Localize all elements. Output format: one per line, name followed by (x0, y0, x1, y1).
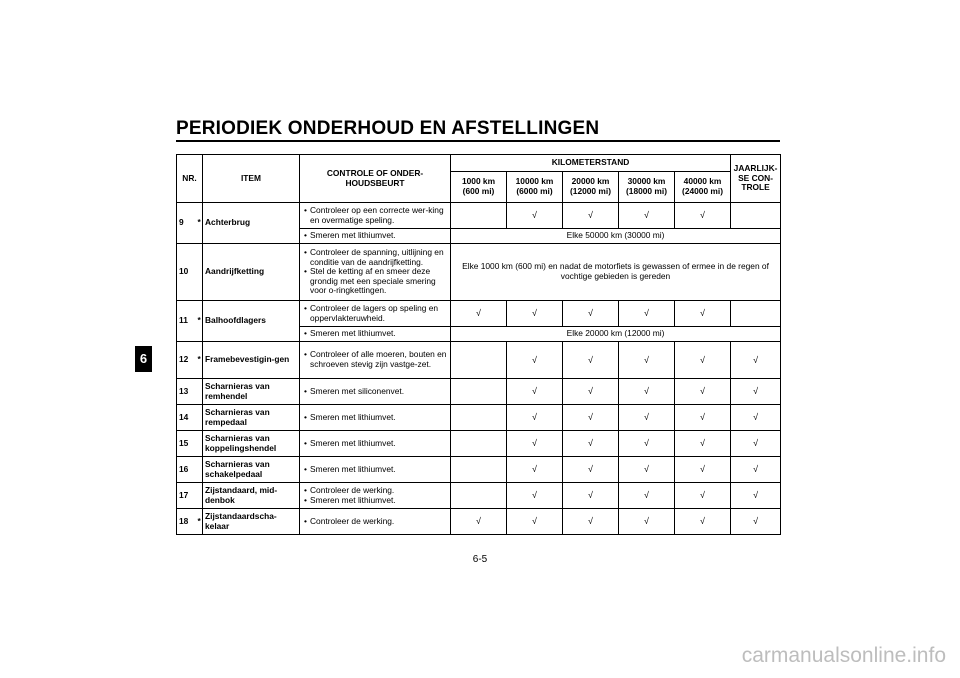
check-cell: √ (619, 483, 675, 509)
row-nr: 11 (177, 301, 196, 342)
row-star: * (196, 203, 203, 244)
check-cell: √ (675, 457, 731, 483)
check-cell: √ (731, 457, 781, 483)
row-control: • Smeren met siliconenvet. (300, 379, 451, 405)
check-cell: √ (563, 509, 619, 535)
interval-cell: Elke 20000 km (12000 mi) (451, 327, 781, 342)
header-item: ITEM (203, 155, 300, 203)
check-cell (731, 301, 781, 327)
interval-cell: Elke 1000 km (600 mi) en nadat de motorfiets is gewassen of ermee in de regen of vochtige gebieden is gereden (451, 244, 781, 301)
check-cell: √ (619, 431, 675, 457)
row-nr: 17 (177, 483, 196, 509)
row-item: Aandrijfketting (203, 244, 300, 301)
maintenance-table (176, 154, 781, 535)
row-item: Scharnieras van koppelingshendel (203, 431, 300, 457)
check-cell: √ (507, 301, 563, 327)
check-cell: √ (563, 342, 619, 379)
check-cell: √ (731, 431, 781, 457)
row-item: Scharnieras van remhendel (203, 379, 300, 405)
check-cell (731, 203, 781, 229)
check-cell: √ (507, 431, 563, 457)
check-cell (451, 405, 507, 431)
row-star (196, 244, 203, 301)
check-cell: √ (731, 342, 781, 379)
check-cell (451, 457, 507, 483)
check-cell: √ (563, 431, 619, 457)
page-title: PERIODIEK ONDERHOUD EN AFSTELLINGEN (176, 118, 600, 139)
check-cell: √ (619, 301, 675, 327)
check-cell: √ (619, 457, 675, 483)
interval-cell: Elke 50000 km (30000 mi) (451, 229, 781, 244)
row-control: • Smeren met lithiumvet. (300, 327, 451, 342)
page-number: 6-5 (472, 554, 488, 565)
header-km-40000: 40000 km (24000 mi) (675, 172, 731, 203)
header-km-30000: 30000 km (18000 mi) (619, 172, 675, 203)
table-row (177, 405, 781, 431)
chapter-tab: 6 (135, 346, 152, 372)
row-control: • Smeren met lithiumvet. (300, 431, 451, 457)
check-cell: √ (563, 203, 619, 229)
row-star (196, 379, 203, 405)
row-nr: 9 (177, 203, 196, 244)
check-cell: √ (731, 379, 781, 405)
table-row (177, 379, 781, 405)
row-nr: 14 (177, 405, 196, 431)
check-cell (451, 431, 507, 457)
watermark: carmanualsonline.info (741, 644, 946, 667)
check-cell (451, 342, 507, 379)
table-row (177, 301, 781, 327)
check-cell: √ (619, 405, 675, 431)
check-cell: √ (675, 509, 731, 535)
check-cell: √ (507, 483, 563, 509)
check-cell: √ (619, 203, 675, 229)
check-cell: √ (507, 405, 563, 431)
check-cell: √ (675, 483, 731, 509)
header-kilometerstand: KILOMETERSTAND (451, 155, 731, 172)
row-star (196, 457, 203, 483)
row-item: Scharnieras van schakelpedaal (203, 457, 300, 483)
header-nr: NR. (177, 155, 203, 203)
check-cell: √ (731, 405, 781, 431)
row-control: • Controleer de lagers op speling en oppervlakteruwheid. (300, 301, 451, 327)
row-star (196, 431, 203, 457)
check-cell (451, 203, 507, 229)
title-rule (176, 140, 780, 142)
table-row (177, 457, 781, 483)
check-cell: √ (451, 301, 507, 327)
check-cell: √ (507, 203, 563, 229)
row-nr: 16 (177, 457, 196, 483)
check-cell: √ (731, 509, 781, 535)
check-cell: √ (507, 379, 563, 405)
row-control: • Smeren met lithiumvet. (300, 405, 451, 431)
check-cell: √ (451, 509, 507, 535)
row-control: • Smeren met lithiumvet. (300, 457, 451, 483)
check-cell: √ (675, 431, 731, 457)
check-cell: √ (675, 405, 731, 431)
header-km-10000: 10000 km (6000 mi) (507, 172, 563, 203)
header-annual: JAARLIJK-SE CON-TROLE (731, 155, 781, 203)
check-cell: √ (563, 379, 619, 405)
check-cell: √ (675, 301, 731, 327)
row-control: • Controleer de spanning, uitlijning en conditie van de aandrijfketting. • Stel de ketting af en smeer deze grondig met een speciale smering voor o-ringkettingen. (300, 244, 451, 301)
row-star (196, 405, 203, 431)
row-item: Zijstandaard, mid-denbok (203, 483, 300, 509)
row-control: • Controleer de werking. • Smeren met lithiumvet. (300, 483, 451, 509)
check-cell: √ (619, 379, 675, 405)
check-cell: √ (507, 342, 563, 379)
row-item: Achterbrug (203, 203, 300, 244)
row-control: • Controleer op een correcte wer-king en overmatige speling. (300, 203, 451, 229)
check-cell: √ (619, 342, 675, 379)
row-item: Balhoofdlagers (203, 301, 300, 342)
header-row (177, 155, 781, 172)
table-row (177, 509, 781, 535)
row-nr: 10 (177, 244, 196, 301)
check-cell: √ (563, 457, 619, 483)
row-nr: 15 (177, 431, 196, 457)
check-cell: √ (675, 379, 731, 405)
table-row (177, 431, 781, 457)
check-cell: √ (563, 483, 619, 509)
table-row (177, 244, 781, 301)
row-star: * (196, 509, 203, 535)
row-item: Framebevestigin-gen (203, 342, 300, 379)
check-cell: √ (619, 509, 675, 535)
header-control: CONTROLE OF ONDER-HOUDSBEURT (300, 155, 451, 203)
row-control: • Smeren met lithiumvet. (300, 229, 451, 244)
check-cell: √ (563, 405, 619, 431)
header-km-20000: 20000 km (12000 mi) (563, 172, 619, 203)
check-cell (451, 483, 507, 509)
check-cell: √ (675, 342, 731, 379)
row-control: • Controleer de werking. (300, 509, 451, 535)
check-cell: √ (507, 509, 563, 535)
table-row (177, 342, 781, 379)
row-item: Zijstandaardscha-kelaar (203, 509, 300, 535)
check-cell: √ (675, 203, 731, 229)
check-cell: √ (507, 457, 563, 483)
table-row (177, 203, 781, 229)
row-star: * (196, 301, 203, 342)
header-km-1000: 1000 km (600 mi) (451, 172, 507, 203)
row-star (196, 483, 203, 509)
row-star: * (196, 342, 203, 379)
check-cell: √ (563, 301, 619, 327)
check-cell (451, 379, 507, 405)
row-control: • Controleer of alle moeren, bouten en schroeven stevig zijn vastge-zet. (300, 342, 451, 379)
row-item: Scharnieras van rempedaal (203, 405, 300, 431)
row-nr: 13 (177, 379, 196, 405)
table-row (177, 483, 781, 509)
check-cell: √ (731, 483, 781, 509)
row-nr: 12 (177, 342, 196, 379)
row-nr: 18 (177, 509, 196, 535)
